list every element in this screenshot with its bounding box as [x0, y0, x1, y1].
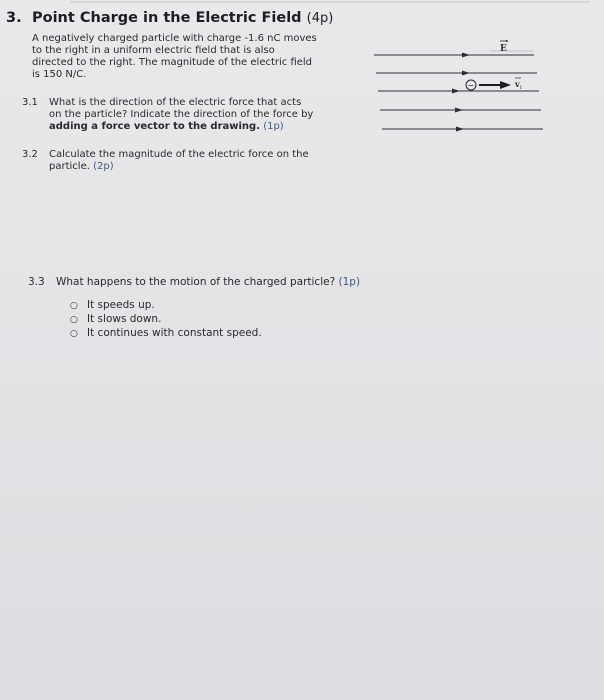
problem-points: (4p): [306, 11, 334, 26]
question-3-2-line-2-text: particle.: [49, 161, 90, 172]
radio-circle-icon: ○: [70, 301, 78, 311]
radio-circle-icon: ○: [70, 315, 78, 325]
question-3-2-number: 3.2: [22, 149, 38, 160]
field-line-arrow-1: [462, 53, 470, 58]
question-3-1-instruction: adding a force vector to the drawing.: [49, 121, 260, 132]
question-3-1-line-1: What is the direction of the electric force that acts: [49, 97, 302, 108]
question-3-3-text: What happens to the motion of the charged particle?: [56, 276, 336, 288]
question-3-1-points: (1p): [263, 121, 284, 132]
intro-line-3: directed to the right. The magnitude of the electric field: [32, 57, 313, 68]
field-line-arrow-5: [456, 127, 464, 132]
question-3-3-points: (1p): [338, 276, 361, 288]
field-line-arrow-3: [452, 89, 460, 94]
intro-line-4: is 150 N/C.: [32, 69, 87, 80]
intro-line-2: to the right in a uniform electric field that is also: [32, 45, 275, 56]
field-line-arrow-2: [462, 71, 470, 76]
question-3-2-line-1: Calculate the magnitude of the electric force on the: [49, 149, 309, 160]
velocity-arrow-head: [500, 81, 511, 89]
intro-line-1: A negatively charged particle with charge -1.6 nC moves: [32, 33, 317, 44]
answer-option-2-label: It slows down.: [87, 313, 162, 325]
field-label-vector-arrow: [506, 40, 509, 42]
field-line-arrow-4: [455, 108, 463, 113]
answer-option-1-label: It speeds up.: [87, 299, 155, 311]
question-3-3-number: 3.3: [28, 276, 45, 288]
field-label-E: E: [500, 44, 507, 54]
question-3-2-points: (2p): [93, 161, 114, 172]
velocity-subscript: i: [520, 85, 522, 91]
question-3-1-line-2: on the particle? Indicate the direction of the force by: [49, 109, 314, 120]
radio-circle-icon: ○: [70, 329, 78, 339]
velocity-label: v: [515, 79, 520, 89]
charge-symbol: −: [467, 81, 475, 90]
problem-number: 3.: [6, 10, 22, 26]
problem-title-text: Point Charge in the Electric Field: [32, 10, 302, 26]
answer-option-3-label: It continues with constant speed.: [87, 327, 262, 339]
question-3-1-number: 3.1: [22, 97, 38, 108]
